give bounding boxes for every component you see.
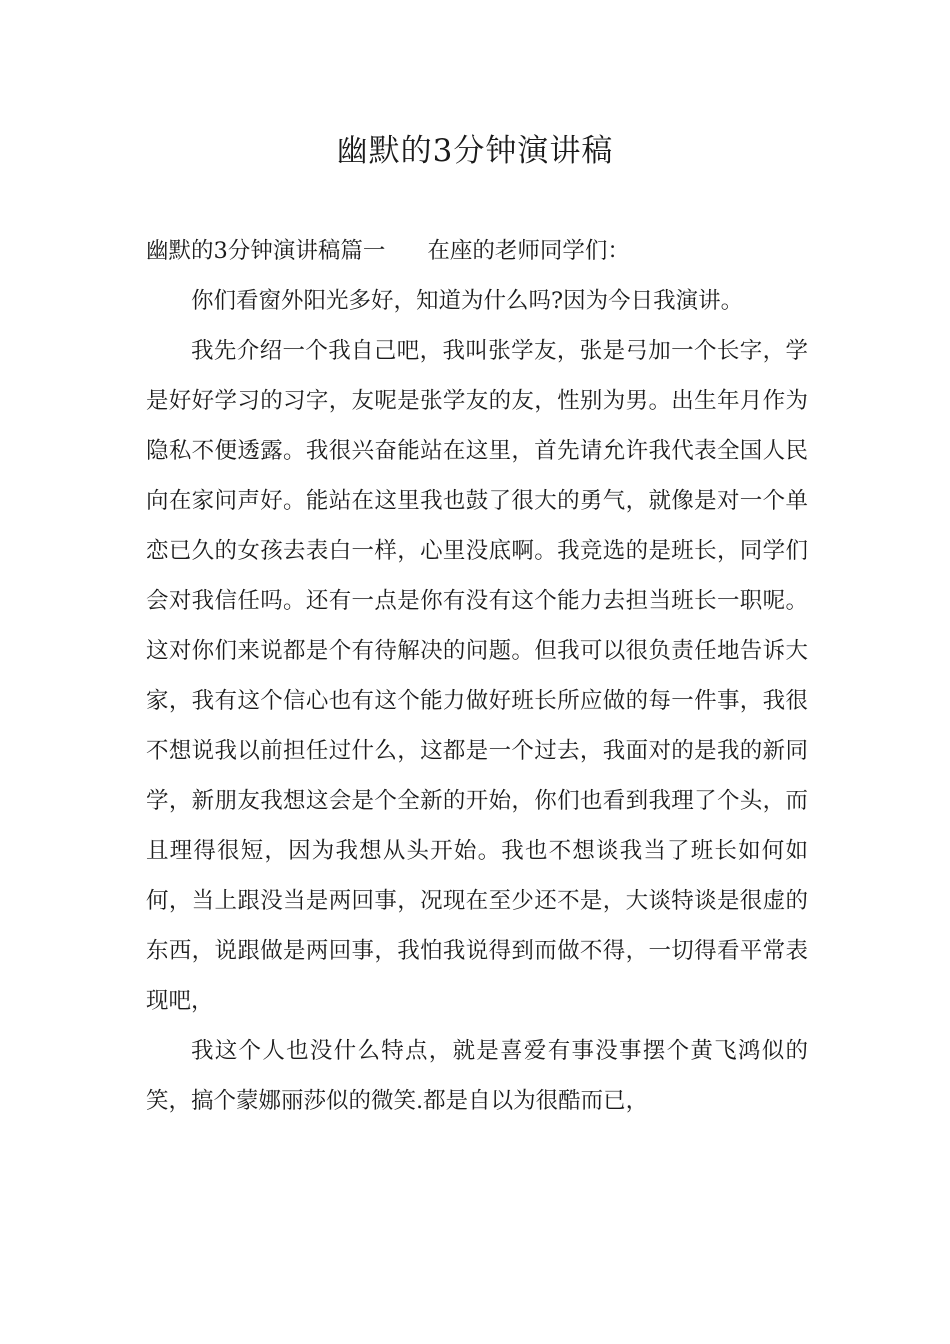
paragraph: 你们看窗外阳光多好，知道为什么吗?因为今日我演讲。 [191,288,744,314]
section-heading-line [146,226,808,276]
document-body [146,226,808,1126]
document-title: 幽默的3分钟演讲稿 [336,133,614,169]
paragraph: 我这个人也没什么特点，就是喜爱有事没事摆个黄飞鸿似的笑，搞个蒙娜丽莎似的微笑.都是自以为很酷而已， [146,1038,808,1114]
paragraph: 我先介绍一个我自己吧，我叫张学友，张是弓加一个长字，学是好好学习的习字，友呢是张学友的友，性别为男。出生年月作为隐私不便透露。我很兴奋能站在这里，首先请允许我代表全国人民向在家问声好。能站在这里我也鼓了很大的勇气，就像是对一个单恋已久的女孩去表白一样，心里没底啊。我竞选的是班长，同学们会对我信任吗。还有一点是你有没有这个能力去担当班长一职呢。这对你们来说都是个有待解决的问题。但我可以很负责任地告诉大家，我有这个信心也有这个能力做好班长所应做的每一件事，我很不想说我以前担任过什么，这都是一个过去，我面对的是我的新同学，新朋友我想这会是个全新的开始，你们也看到我理了个头，而且理得很短，因为我想从头开始。我也不想谈我当了班长如何如何，当上跟没当是两回事，况现在至少还不是，大谈特谈是很虚的东西，说跟做是两回事，我怕我说得到而做不得，一切得看平常表现吧， [146,338,808,1014]
greeting-text: 在座的老师同学们： [427,238,630,264]
section-label: 幽默的3分钟演讲稿篇一 [146,238,386,264]
